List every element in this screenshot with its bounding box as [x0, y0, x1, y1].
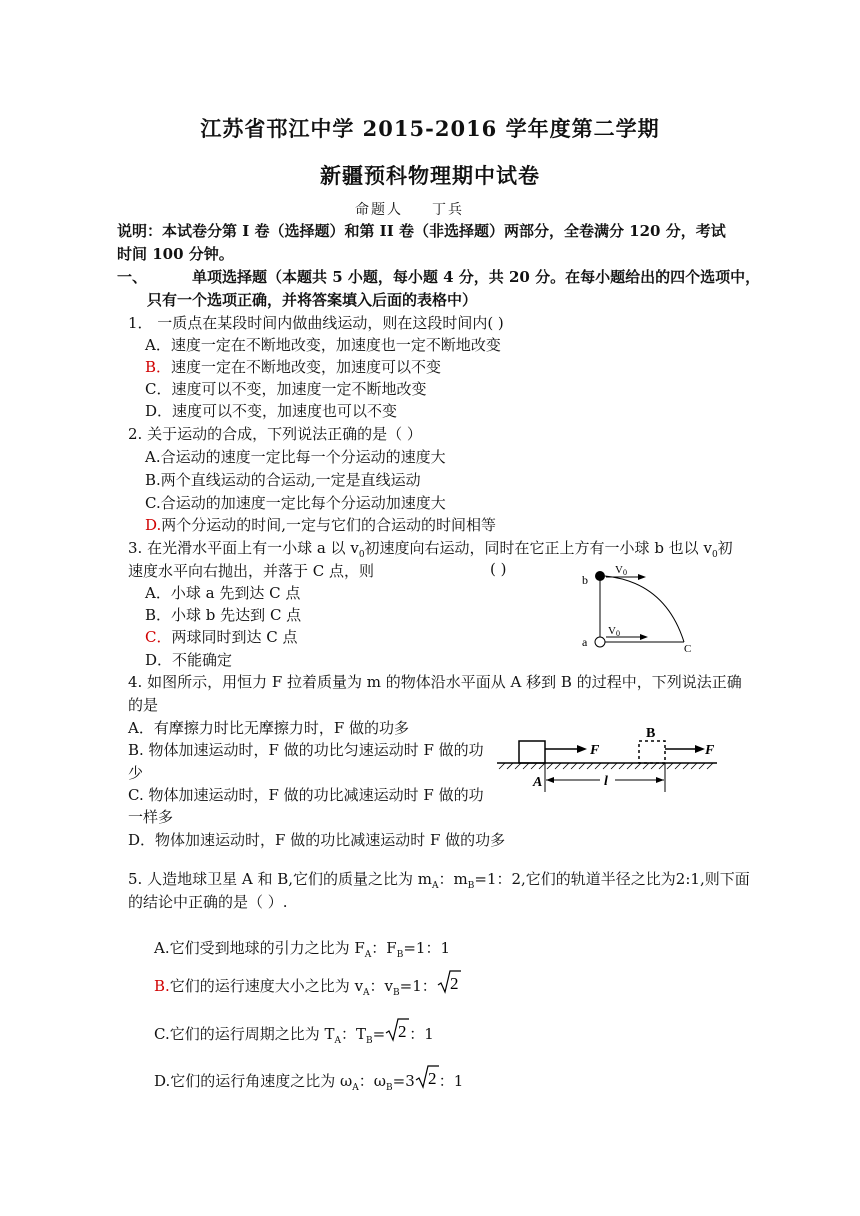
question-1-option-b: B．速度一定在不断地改变，加速度可以不变 — [145, 358, 442, 376]
question-3-stem-line2: 速度水平向右抛出，并落于 C 点，则 — [128, 562, 375, 580]
question-2-option-d: D.两个分运动的时间,一定与它们的合运动的时间相等 — [145, 516, 497, 534]
velocity-arrowhead-b — [638, 574, 646, 580]
label-l: l — [604, 774, 608, 789]
force-label-a: F — [590, 743, 600, 758]
force-figure — [495, 722, 725, 796]
question-4-option-c-line1: C. 物体加速运动时，F 做的功比减速运动时 F 做的功 — [128, 786, 484, 804]
label-c: C — [684, 643, 692, 654]
label-a: a — [582, 635, 588, 649]
question-1-stem: 1． 一质点在某段时间内做曲线运动，则在这段时间内( ) — [128, 314, 504, 332]
question-3-option-c: C．两球同时到达 C 点 — [145, 628, 298, 646]
sqrt-symbol — [385, 1017, 409, 1043]
exam-title-school: 江苏省邗江中学 2015-2016 学年度第二学期 — [200, 116, 660, 141]
section-number: 一、 — [117, 268, 148, 286]
label-v0-top: V0 — [615, 564, 627, 577]
question-4-option-a: A．有摩擦力时比无摩擦力时，F 做的功多 — [128, 719, 410, 737]
question-1-option-a: A．速度一定在不断地改变，加速度也一定不断地改变 — [145, 336, 501, 354]
distance-arrowhead-right — [656, 777, 664, 783]
force-arrowhead-a — [577, 745, 587, 753]
block-a — [519, 741, 545, 763]
sqrt-symbol — [415, 1064, 439, 1090]
section-heading-line1: 单项选择题（本题共 5 小题，每小题 4 分，共 20 分。在每小题给出的四个选项中， — [192, 268, 761, 286]
distance-arrowhead-left — [546, 777, 554, 783]
question-4-option-d: D．物体加速运动时，F 做的功比减速运动时 F 做的功多 — [128, 831, 506, 849]
question-1-option-d: D．速度可以不变，加速度也可以不变 — [145, 402, 398, 420]
question-5-option-b: B.它们的运行速度大小之比为 $v_A$：$v_B=1$： 2 — [154, 969, 461, 998]
question-4-option-c-line2: 一样多 — [128, 808, 174, 826]
exam-notice-line2: 时间 100 分钟。 — [117, 245, 234, 263]
exam-notice-line1: 说明：本试卷分第 I 卷（选择题）和第 II 卷（非选择题）两部分，全卷满分 120 分，考试 — [117, 222, 726, 240]
ball-b — [595, 571, 605, 581]
question-4-stem-line1: 4. 如图所示，用恒力 F 拉着质量为 m 的物体沿水平面从 A 移到 B 的过程中，下列说法正确 — [128, 673, 742, 691]
block-b-dashed — [639, 741, 665, 763]
question-5-stem-line2: 的结论中正确的是（ ）. — [128, 893, 288, 911]
velocity-arrowhead-a — [640, 634, 648, 640]
force-arrowhead-b — [695, 745, 705, 753]
question-5-option-c: C.它们的运行周期之比为 $T_A$：$T_B=$ 2 ：1 — [154, 1017, 434, 1046]
answer-mark: B． — [145, 358, 172, 376]
svg-text:2: 2 — [398, 1022, 407, 1041]
svg-text:2: 2 — [427, 1069, 437, 1088]
ball-a — [595, 637, 605, 647]
question-5-option-d: D.它们的运行角速度之比为 $\omega_A$：$\omega_B=3$ 2 ：1 — [154, 1064, 463, 1093]
question-3-stem-line1: 3. 在光滑水平面上有一小球 a 以 $v_0$初速度向右运动，同时在它正上方有一小球 b 也以 $v_0$初 — [128, 539, 733, 560]
author-name: 丁兵 — [432, 202, 464, 218]
answer-mark: B. — [154, 977, 170, 995]
question-2-option-a: A.合运动的速度一定比每一个分运动的速度大 — [145, 448, 446, 466]
question-2-option-c: C.合运动的加速度一定比每个分运动加速度大 — [145, 494, 446, 512]
exam-title-subject: 新疆预科物理期中试卷 — [320, 163, 540, 188]
svg-text:2: 2 — [449, 974, 459, 993]
sqrt-symbol — [437, 969, 461, 995]
answer-mark: D. — [145, 516, 162, 534]
label-v0-bottom: V0 — [608, 625, 620, 638]
label-A: A — [533, 775, 543, 790]
label-b: b — [582, 573, 588, 587]
ground-hatching — [499, 763, 713, 769]
question-4-option-b-line2: 少 — [128, 764, 144, 782]
label-B: B — [646, 726, 656, 741]
question-5-stem-line1: 5. 人造地球卫星 A 和 B,它们的质量之比为 $m_A$：$m_B=1$：2,它们的轨道半径之比为2:1,则下面 — [128, 870, 750, 891]
question-2-option-b: B.两个直线运动的合运动,一定是直线运动 — [145, 471, 421, 489]
section-heading-line2: 只有一个选项正确，并将答案填入后面的表格中） — [147, 291, 478, 309]
answer-mark: C． — [145, 628, 172, 646]
question-2-stem: 2. 关于运动的合成，下列说法正确的是（ ） — [128, 425, 422, 443]
force-label-b: F — [705, 743, 715, 758]
projectile-figure — [570, 562, 700, 654]
question-4-option-b-line1: B. 物体加速运动时，F 做的功比匀速运动时 F 做的功 — [128, 741, 484, 759]
question-3-option-d: D．不能确定 — [145, 651, 233, 669]
question-3-answer-blank: ( ) — [490, 560, 507, 578]
question-1-option-c: C．速度可以不变，加速度一定不断地改变 — [145, 380, 427, 398]
question-5-option-a: A.它们受到地球的引力之比为 $F_A$：$F_B=1$：1 — [154, 939, 450, 960]
question-3-option-b: B．小球 b 先达到 C 点 — [145, 606, 302, 624]
question-4-stem-line2: 的是 — [128, 696, 159, 714]
author-label: 命题人 — [355, 202, 403, 218]
question-3-option-a: A．小球 a 先到达 C 点 — [145, 584, 301, 602]
